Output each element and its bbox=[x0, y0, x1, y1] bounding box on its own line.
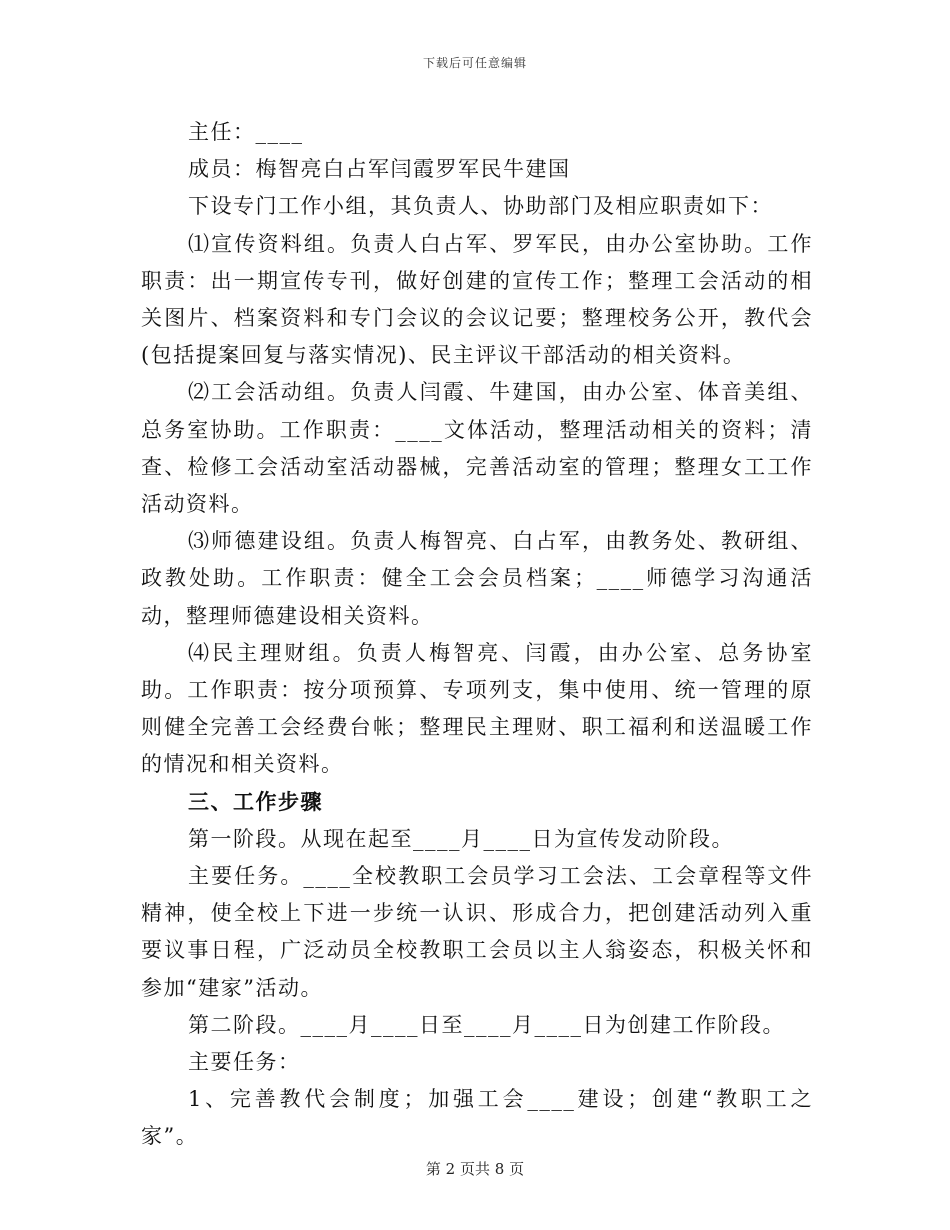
paragraph-members: 成员：梅智亮白占军闫霞罗军民牛建国 bbox=[188, 157, 571, 182]
paragraph-union-activity-group: ⑵工会活动组。负责人闫霞、牛建国，由办公室、体音美组、总务室协助。工作职责：____文体活动，整理活动相关的资料；清查、检修工会活动室活动器械，完善活动室的管理；整理女工工作活动资料。 bbox=[141, 380, 813, 517]
paragraph-working-groups-intro: 下设专门工作小组，其负责人、协助部门及相应职责如下： bbox=[188, 194, 773, 219]
section-heading-work-steps: 三、工作步骤 bbox=[188, 789, 323, 814]
paragraph-task-one: 1、完善教代会制度；加强工会____建设；创建“教职工之家”。 bbox=[141, 1087, 813, 1149]
paragraph-main-tasks-label: 主要任务： bbox=[188, 1050, 301, 1075]
paragraph-finance-group: ⑷民主理财组。负责人梅智亮、闫霞，由办公室、总务协室助。工作职责：按分项预算、专项列支，集中使用、统一管理的原则健全完善工会经费台帐；整理民主理财、职工福利和送温暖工作的情况和相关资料。 bbox=[141, 640, 813, 777]
paragraph-publicity-group: ⑴宣传资料组。负责人白占军、罗军民，由办公室协助。工作职责：出一期宣传专刊，做好创建的宣传工作；整理工会活动的相关图片、档案资料和专门会议的会议记要；整理校务公开，教代会(包括提案回复与落实情况)、民主评议干部活动的相关资料。 bbox=[141, 231, 813, 368]
paragraph-ethics-group: ⑶师德建设组。负责人梅智亮、白占军，由教务处、教研组、政教处助。工作职责：健全工会会员档案；____师德学习沟通活动，整理师德建设相关资料。 bbox=[141, 529, 813, 628]
paragraph-director: 主任：____ bbox=[188, 120, 304, 144]
document-body bbox=[141, 114, 813, 1156]
paragraph-stage-two: 第二阶段。____月____日至____月____日为创建工作阶段。 bbox=[188, 1012, 785, 1037]
page-header-note: 下载后可任意编辑 bbox=[422, 56, 527, 70]
page-number: 第 2 页共 8 页 bbox=[425, 1160, 525, 1178]
paragraph-stage-one-tasks: 主要任务。____全校教职工会员学习工会法、工会章程等文件精神，使全校上下进一步统一认识、形成合力，把创建活动列入重要议事日程，广泛动员全校教职工会员以主人翁姿态，积极关怀和参加“建家”活动。 bbox=[141, 864, 813, 1000]
paragraph-stage-one: 第一阶段。从现在起至____月____日为宣传发动阶段。 bbox=[188, 826, 734, 851]
